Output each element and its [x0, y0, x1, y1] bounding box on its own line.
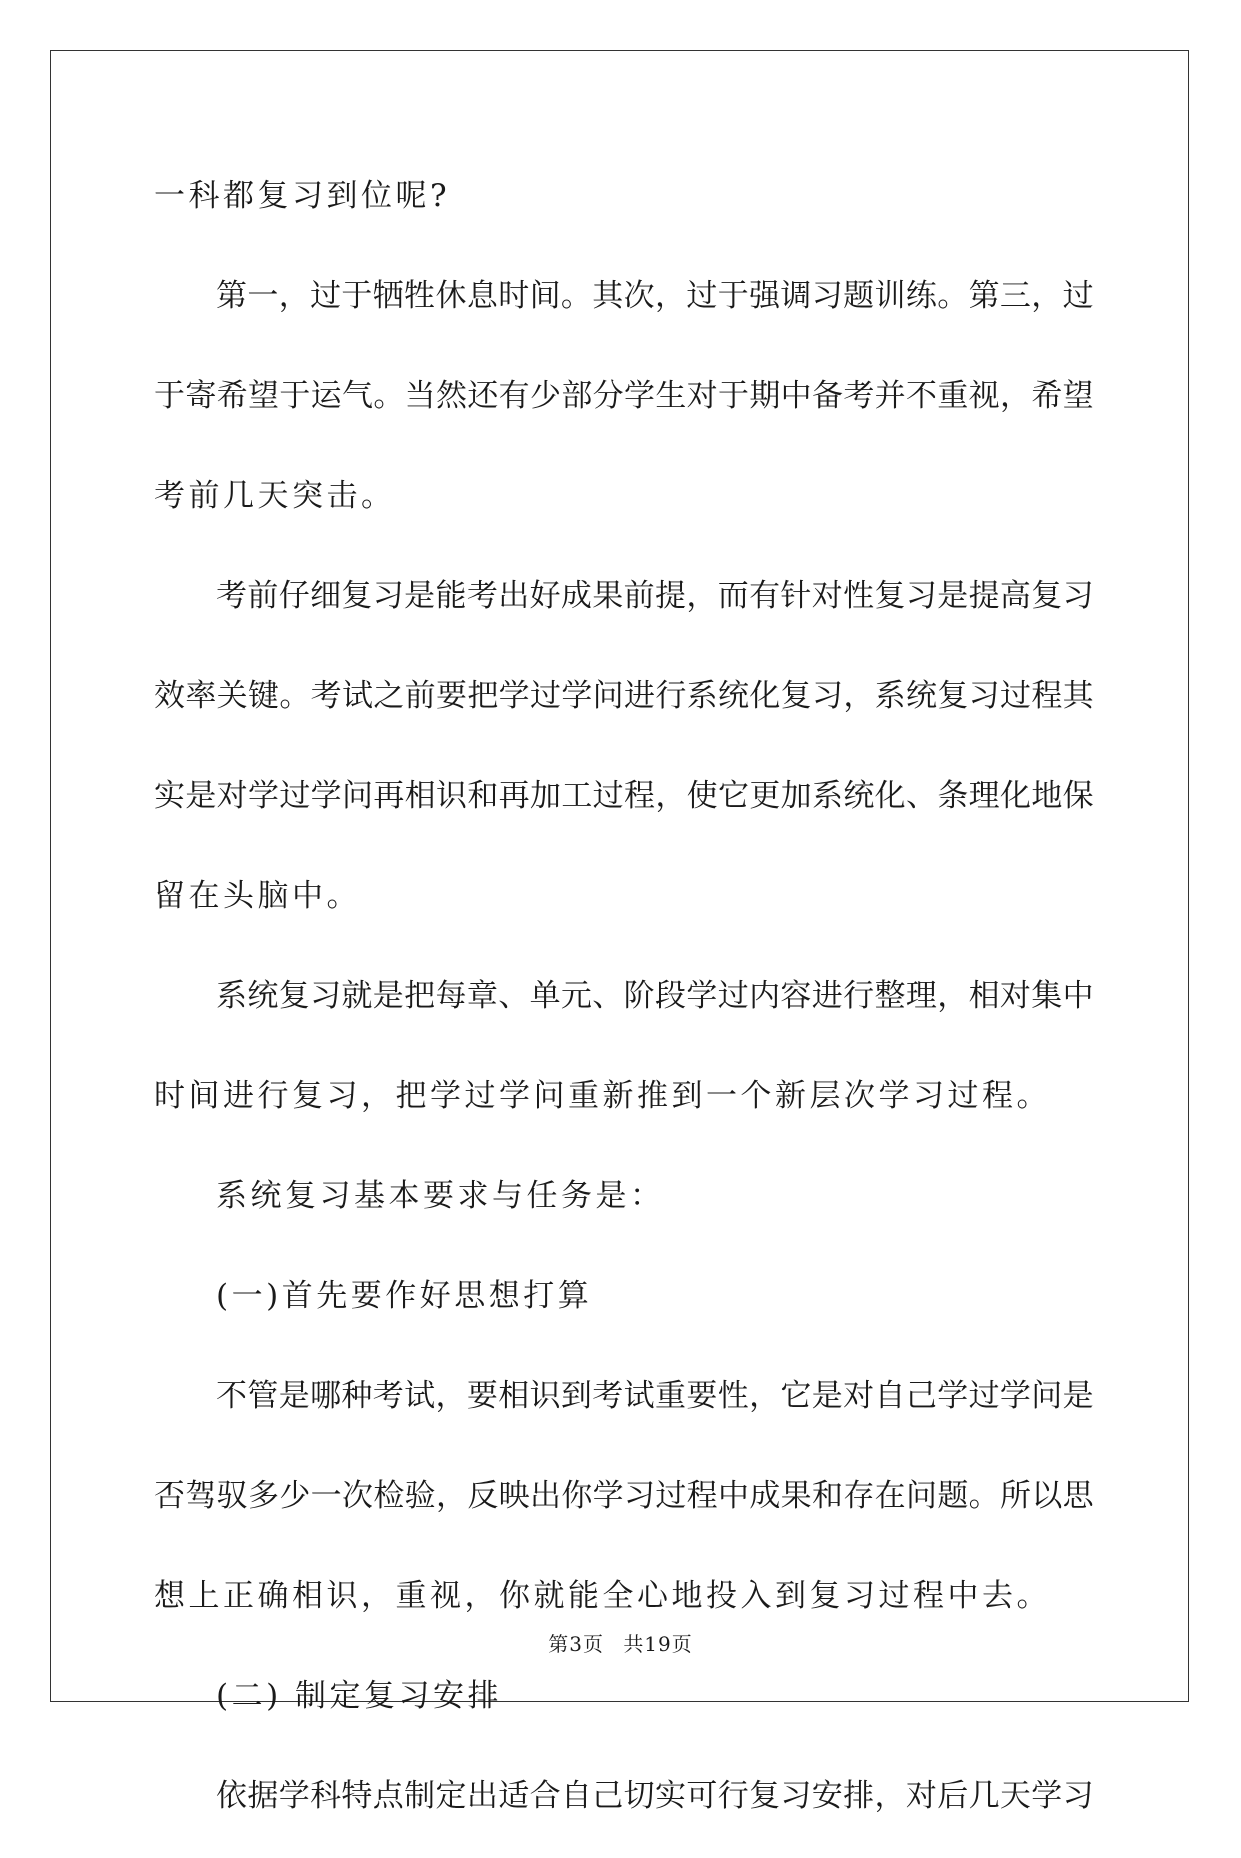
text-line: [154, 1478, 1094, 1558]
text-line: [154, 1178, 1094, 1258]
text-line: [154, 1078, 1094, 1158]
text-line-content: 考前几天突击。: [154, 478, 396, 514]
text-line-content: (二) 制定复习安排: [216, 1678, 503, 1714]
text-line: [154, 378, 1094, 458]
document-body: [154, 158, 1094, 1858]
text-line-content: 想上正确相识，重视，你就能全心地投入到复习过程中去。: [154, 1578, 1051, 1614]
text-line-content: 不管是哪种考试，要相识到考试重要性，它是对自己学过学问是: [216, 1378, 1094, 1414]
text-line: [154, 978, 1094, 1058]
text-line-content: 时间进行复习，把学过学问重新推到一个新层次学习过程。: [154, 1078, 1051, 1114]
text-line-content: 实是对学过学问再相识和再加工过程，使它更加系统化、条理化地保: [154, 778, 1094, 814]
text-line: [154, 1678, 1094, 1758]
text-line-content: 依据学科特点制定出适合自己切实可行复习安排，对后几天学习: [216, 1778, 1094, 1814]
text-line: [154, 878, 1094, 958]
text-line: [154, 478, 1094, 558]
text-line-content: 效率关键。考试之前要把学过学问进行系统化复习，系统复习过程其: [154, 678, 1094, 714]
page-number: 第3页: [548, 1632, 604, 1656]
page-total: 共19页: [623, 1632, 693, 1656]
text-line-content: 考前仔细复习是能考出好成果前提，而有针对性复习是提高复习: [216, 578, 1094, 614]
text-line: [154, 1378, 1094, 1458]
page-footer: [0, 1628, 1241, 1657]
text-line: [154, 678, 1094, 758]
text-line: [154, 278, 1094, 358]
text-line-content: (一)首先要作好思想打算: [216, 1278, 593, 1314]
text-line: [154, 1278, 1094, 1358]
text-line-content: 于寄希望于运气。当然还有少部分学生对于期中备考并不重视，希望: [154, 378, 1094, 414]
text-line-content: 系统复习就是把每章、单元、阶段学过内容进行整理，相对集中: [216, 978, 1094, 1014]
text-line: [154, 1778, 1094, 1858]
text-line-content: 系统复习基本要求与任务是：: [216, 1178, 665, 1214]
text-line: [154, 178, 1094, 258]
text-line: [154, 578, 1094, 658]
text-line-content: 一科都复习到位呢?: [154, 178, 451, 214]
text-line-content: 第一，过于牺牲休息时间。其次，过于强调习题训练。第三，过: [216, 278, 1094, 314]
text-line-content: 否驾驭多少一次检验，反映出你学习过程中成果和存在问题。所以思: [154, 1478, 1094, 1514]
text-line: [154, 778, 1094, 858]
text-line-content: 留在头脑中。: [154, 878, 361, 914]
